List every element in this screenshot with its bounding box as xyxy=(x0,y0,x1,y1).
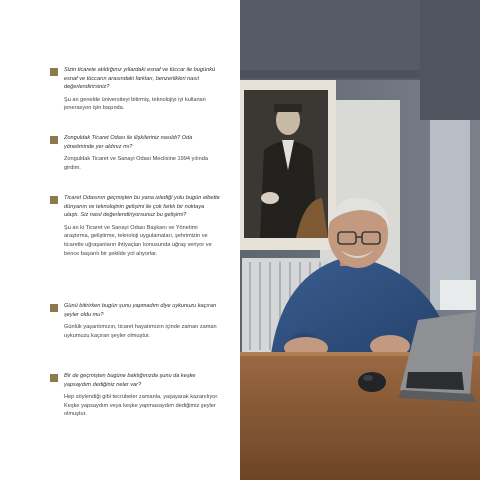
square-bullet-icon xyxy=(50,136,58,144)
square-bullet-icon xyxy=(50,196,58,204)
answer-1: Şu an genelde üniversiteyi bitirmiş, teknolojiyi iyi kullanan jenerasyon işin başında. xyxy=(64,96,206,112)
square-bullet-icon xyxy=(50,304,58,312)
mouse xyxy=(358,372,386,392)
question-4: Günü bitirirken bugün şunu yapmadım diye uykunuzu kaçıran şeyler oldu mu? xyxy=(64,303,217,318)
qa-block-5 xyxy=(50,372,220,419)
qa-block-1 xyxy=(50,66,220,113)
qa-block-4 xyxy=(50,302,220,340)
portrait-frame xyxy=(240,80,336,250)
qa-block-2 xyxy=(50,134,220,172)
answer-4: Günlük yaşantımızın, ticaret hayatımızın içinde zaman zaman uykumuzu kaçıran şeyler olmuştur. xyxy=(64,324,217,339)
answer-2: Zonguldak Ticaret ve Sanayi Odası Meclisine 1994 yılında girdim. xyxy=(64,156,208,171)
answer-3: Şu an ki Ticaret ve Sanayi Odası Başkanı ve Yönetimi araştırma, geliştirme, teknoloji uygulamaları, şehrimizin ve ticaretle uğraşanların ihtiyaçları konusunda uğraş veriyor ve bence başarılı bir şekilde yol alıyorlar. xyxy=(64,224,212,257)
question-1: Sizin ticarete atıldığınız yıllardaki esnaf ve tüccar ile bugünkü esnaf ve tüccarın arasındaki farkları, benzerlikleri nasıl değerlendirirsiniz? xyxy=(64,67,216,91)
answer-5: Hep söylendiği gibi tecrübeler zamanla, yaşayarak kazanılıyor. Keşke yapsaydım veya keşke yapmasaydım dediğimiz şeyler olmuştur. xyxy=(64,394,219,418)
interview-photo xyxy=(240,0,480,480)
square-bullet-icon xyxy=(50,68,58,76)
qa-block-3 xyxy=(50,194,220,258)
question-5: Bir de geçmişten bugüne baktığınızda şunu da keşke yapsaydım dediğiniz neler var? xyxy=(64,373,196,388)
question-3: Ticaret Odasının geçmişten bu yana izlediği yolu bugün elbette dünyanın ve teknolojinin gelişimi ile çok farklı bir noktaya ulaştı. Siz nasıl değerlendiriyorsunuz bu gelişimi? xyxy=(64,195,220,219)
office-photo-illustration xyxy=(240,0,480,480)
square-bullet-icon xyxy=(50,374,58,382)
question-2: Zonguldak Ticaret Odası ile ilişkileriniz nasıldı? Oda yönetiminde yer aldınız mı? xyxy=(64,135,193,150)
